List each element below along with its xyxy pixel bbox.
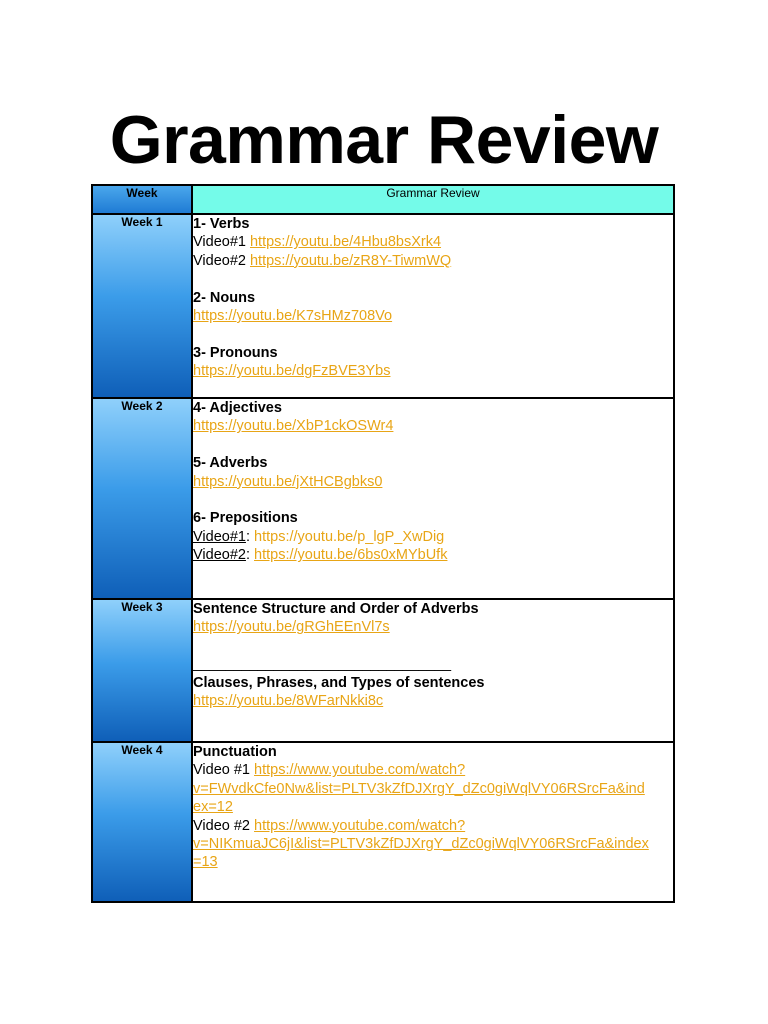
prepositions-heading: 6- Prepositions bbox=[193, 510, 298, 527]
punctuation-video-2-link-part2[interactable]: v=NIKmuaJC6jI&list=PLTV3kZfDJXrgY_dZc0giWqlVY06RSrcFa&index bbox=[193, 836, 649, 853]
nouns-heading: 2- Nouns bbox=[193, 289, 256, 306]
table-header-row bbox=[92, 185, 674, 214]
clauses-heading: Clauses, Phrases, and Types of sentences bbox=[193, 674, 485, 691]
video-label: Video#2 bbox=[193, 252, 250, 269]
prepositions-video-2-link[interactable]: https://youtu.be/6bs0xMYbUfk bbox=[254, 547, 448, 564]
week-1-label: Week 1 bbox=[92, 214, 192, 398]
structure-heading: Sentence Structure and Order of Adverbs bbox=[193, 601, 479, 617]
punctuation-video-2-link-part3[interactable]: =13 bbox=[193, 854, 218, 871]
week-4-label: Week 4 bbox=[92, 742, 192, 902]
nouns-link[interactable]: https://youtu.be/K7sHMz708Vo bbox=[193, 308, 393, 325]
video-label: Video #1 bbox=[193, 762, 255, 779]
verbs-video-2-link[interactable]: https://youtu.be/zR8Y-TiwmWQ bbox=[249, 252, 452, 269]
week-2-label: Week 2 bbox=[92, 398, 192, 599]
pronouns-heading: 3- Pronouns bbox=[193, 344, 278, 361]
prepositions-video-1: Video#1: https://youtu.be/p_lgP_XwDig bbox=[193, 528, 445, 545]
spacer bbox=[193, 637, 673, 655]
week-3-label: Week 3 bbox=[92, 599, 192, 742]
adverbs-heading: 5- Adverbs bbox=[193, 455, 268, 472]
punctuation-video-1-link-part2[interactable]: v=FWvdkCfe0Nw&list=PLTV3kZfDJXrgY_dZc0giWqlVY06RSrcFa&ind bbox=[193, 780, 645, 797]
adjectives-link[interactable]: https://youtu.be/XbP1ckOSWr4 bbox=[193, 418, 394, 435]
week-2-content bbox=[192, 398, 674, 599]
verbs-heading: 1- Verbs bbox=[193, 216, 250, 232]
prepositions-video-2: Video#2: https://youtu.be/6bs0xMYbUfk bbox=[193, 547, 448, 564]
video-label: Video#1 bbox=[193, 234, 250, 251]
spacer bbox=[193, 325, 673, 343]
structure-link[interactable]: https://youtu.be/gRGhEEnVl7s bbox=[193, 619, 390, 636]
spacer bbox=[193, 436, 673, 454]
grammar-review-table bbox=[91, 184, 675, 903]
table-row-week-4 bbox=[92, 742, 674, 902]
week-3-content bbox=[192, 599, 674, 742]
video-label: Video#2 bbox=[193, 547, 246, 564]
verbs-video-1 bbox=[193, 233, 673, 251]
table-row-week-2 bbox=[92, 398, 674, 599]
spacer bbox=[193, 491, 673, 509]
video-label: Video#1 bbox=[193, 528, 246, 545]
divider-line: ________________________________ bbox=[193, 656, 452, 673]
punctuation-video-1 bbox=[193, 761, 673, 779]
verbs-video-1-link[interactable]: https://youtu.be/4Hbu8bsXrk4 bbox=[249, 234, 442, 251]
punctuation-video-2 bbox=[193, 817, 673, 835]
punctuation-video-1-link-part3[interactable]: ex=12 bbox=[193, 799, 233, 816]
header-grammar-review: Grammar Review bbox=[192, 185, 674, 214]
spacer bbox=[193, 270, 673, 288]
header-week: Week bbox=[92, 185, 192, 214]
clauses-link[interactable]: https://youtu.be/8WFarNkki8c bbox=[193, 693, 384, 710]
video-label: Video #2 bbox=[193, 817, 255, 834]
week-4-content bbox=[192, 742, 674, 902]
page-title: Grammar Review bbox=[109, 102, 659, 178]
punctuation-video-2-link-part1[interactable]: https://www.youtube.com/watch? bbox=[254, 817, 466, 834]
adjectives-heading: 4- Adjectives bbox=[193, 400, 282, 416]
punctuation-heading: Punctuation bbox=[193, 744, 277, 760]
week-1-content bbox=[192, 214, 674, 398]
verbs-video-2 bbox=[193, 252, 673, 270]
punctuation-video-1-link-part1[interactable]: https://www.youtube.com/watch? bbox=[254, 762, 466, 779]
adverbs-link[interactable]: https://youtu.be/jXtHCBgbks0 bbox=[193, 473, 383, 490]
prepositions-video-1-link[interactable]: https://youtu.be/p_lgP_XwDig bbox=[254, 528, 445, 545]
table-row-week-1 bbox=[92, 214, 674, 398]
pronouns-link[interactable]: https://youtu.be/dgFzBVE3Ybs bbox=[193, 363, 391, 380]
table-row-week-3 bbox=[92, 599, 674, 742]
